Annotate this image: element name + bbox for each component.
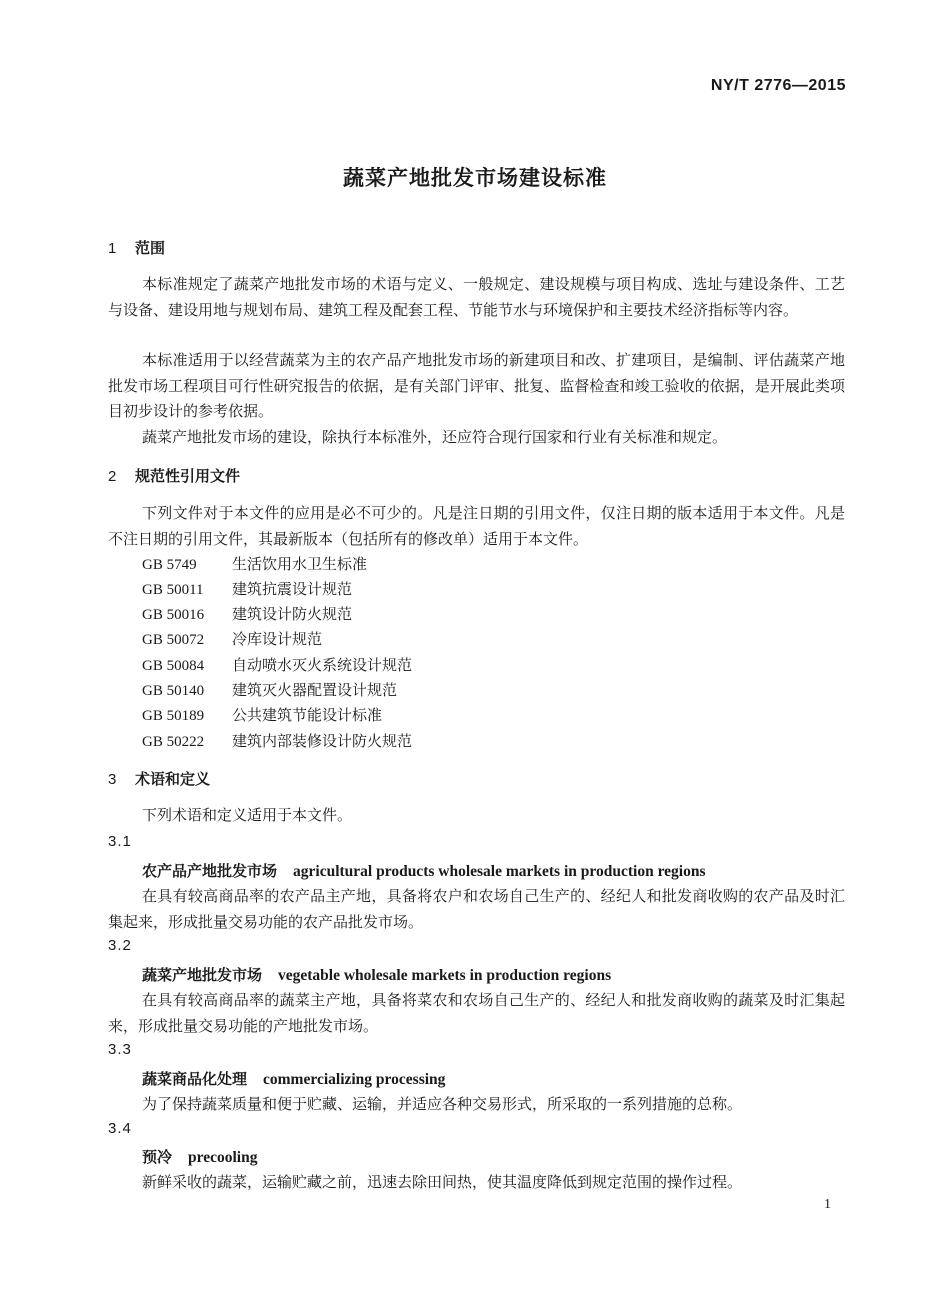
section-number: 1	[108, 240, 117, 257]
page-title: 蔬菜产地批发市场建设标准	[343, 166, 607, 190]
term-en: commercializing processing	[263, 1071, 446, 1088]
standard-number: NY/T 2776—2015	[710, 77, 846, 94]
reference-name: 自动喷水灭火系统设计规范	[232, 656, 413, 674]
section-number: 2	[108, 468, 117, 485]
section-title: 范围	[135, 239, 166, 257]
reference-name: 建筑灭火器配置设计规范	[232, 681, 398, 699]
term-en: vegetable wholesale markets in production regions	[278, 967, 612, 984]
section-3-heading	[108, 768, 210, 789]
term-heading	[142, 964, 611, 985]
term-heading	[142, 1146, 257, 1167]
reference-code: GB 5749	[142, 557, 197, 573]
reference-code: GB 50072	[142, 632, 205, 648]
section-number: 3	[108, 771, 117, 788]
clause-number: 3.3	[108, 1041, 132, 1058]
term-heading	[142, 1068, 445, 1089]
reference-item	[142, 679, 397, 700]
term-en: precooling	[188, 1149, 258, 1166]
term-zh: 预冷	[142, 1148, 173, 1166]
term-zh: 蔬菜商品化处理	[142, 1070, 248, 1088]
reference-name: 公共建筑节能设计标准	[232, 706, 383, 724]
section-1-heading	[108, 237, 165, 258]
term-definition: 在具有较高商品率的农产品主产地，具备将农户和农场自己生产的、经纪人和批发商收购的农产品及时汇集起来，形成批量交易功能的农产品批发市场。	[108, 887, 845, 931]
reference-item	[142, 654, 412, 675]
term-zh: 农产品产地批发市场	[142, 862, 278, 880]
reference-code: GB 50084	[142, 658, 205, 674]
clause-number: 3.2	[108, 937, 132, 954]
term-definition: 新鲜采收的蔬菜，运输贮藏之前，迅速去除田间热，使其温度降低到规定范围的操作过程。	[142, 1173, 743, 1191]
reference-name: 生活饮用水卫生标准	[232, 555, 368, 573]
paragraph: 本标准规定了蔬菜产地批发市场的术语与定义、一般规定、建设规模与项目构成、选址与建设条件、工艺与设备、建设用地与规划布局、建筑工程及配套工程、节能节水与环境保护和主要技术经济指标等内容。	[108, 275, 845, 319]
paragraph: 下列术语和定义适用于本文件。	[142, 806, 353, 824]
term-en: agricultural products wholesale markets in production regions	[293, 863, 706, 880]
reference-item	[142, 628, 322, 649]
reference-item	[142, 553, 367, 574]
page-number: 1	[824, 1197, 831, 1212]
reference-item	[142, 578, 352, 599]
reference-code: GB 50222	[142, 734, 205, 750]
reference-name: 冷库设计规范	[232, 630, 323, 648]
section-title: 术语和定义	[135, 770, 211, 788]
reference-name: 建筑抗震设计规范	[232, 580, 353, 598]
reference-item	[142, 704, 382, 725]
reference-code: GB 50016	[142, 607, 205, 623]
reference-name: 建筑设计防火规范	[232, 605, 353, 623]
clause-number: 3.4	[108, 1120, 132, 1137]
reference-code: GB 50140	[142, 683, 205, 699]
paragraph: 本标准适用于以经营蔬菜为主的农产品产地批发市场的新建项目和改、扩建项目，是编制、评估蔬菜产地批发市场工程项目可行性研究报告的依据，是有关部门评审、批复、监督检查和竣工验收的依据，是开展此类项目初步设计的参考依据。	[108, 351, 845, 420]
term-definition: 为了保持蔬菜质量和便于贮藏、运输，并适应各种交易形式，所采取的一系列措施的总称。	[142, 1095, 743, 1113]
clause-number: 3.1	[108, 833, 132, 850]
term-heading	[142, 860, 706, 881]
reference-code: GB 50189	[142, 708, 205, 724]
reference-name: 建筑内部装修设计防火规范	[232, 732, 413, 750]
paragraph: 下列文件对于本文件的应用是必不可少的。凡是注日期的引用文件，仅注日期的版本适用于本文件。凡是不注日期的引用文件，其最新版本（包括所有的修改单）适用于本文件。	[108, 504, 845, 548]
reference-item	[142, 603, 352, 624]
section-title: 规范性引用文件	[135, 467, 241, 485]
term-zh: 蔬菜产地批发市场	[142, 966, 263, 984]
term-definition: 在具有较高商品率的蔬菜主产地，具备将菜农和农场自己生产的、经纪人和批发商收购的蔬菜及时汇集起来，形成批量交易功能的产地批发市场。	[108, 991, 845, 1035]
reference-item	[142, 730, 412, 751]
section-2-heading	[108, 465, 240, 486]
reference-code: GB 50011	[142, 582, 204, 598]
paragraph: 蔬菜产地批发市场的建设，除执行本标准外，还应符合现行国家和行业有关标准和规定。	[142, 428, 728, 446]
